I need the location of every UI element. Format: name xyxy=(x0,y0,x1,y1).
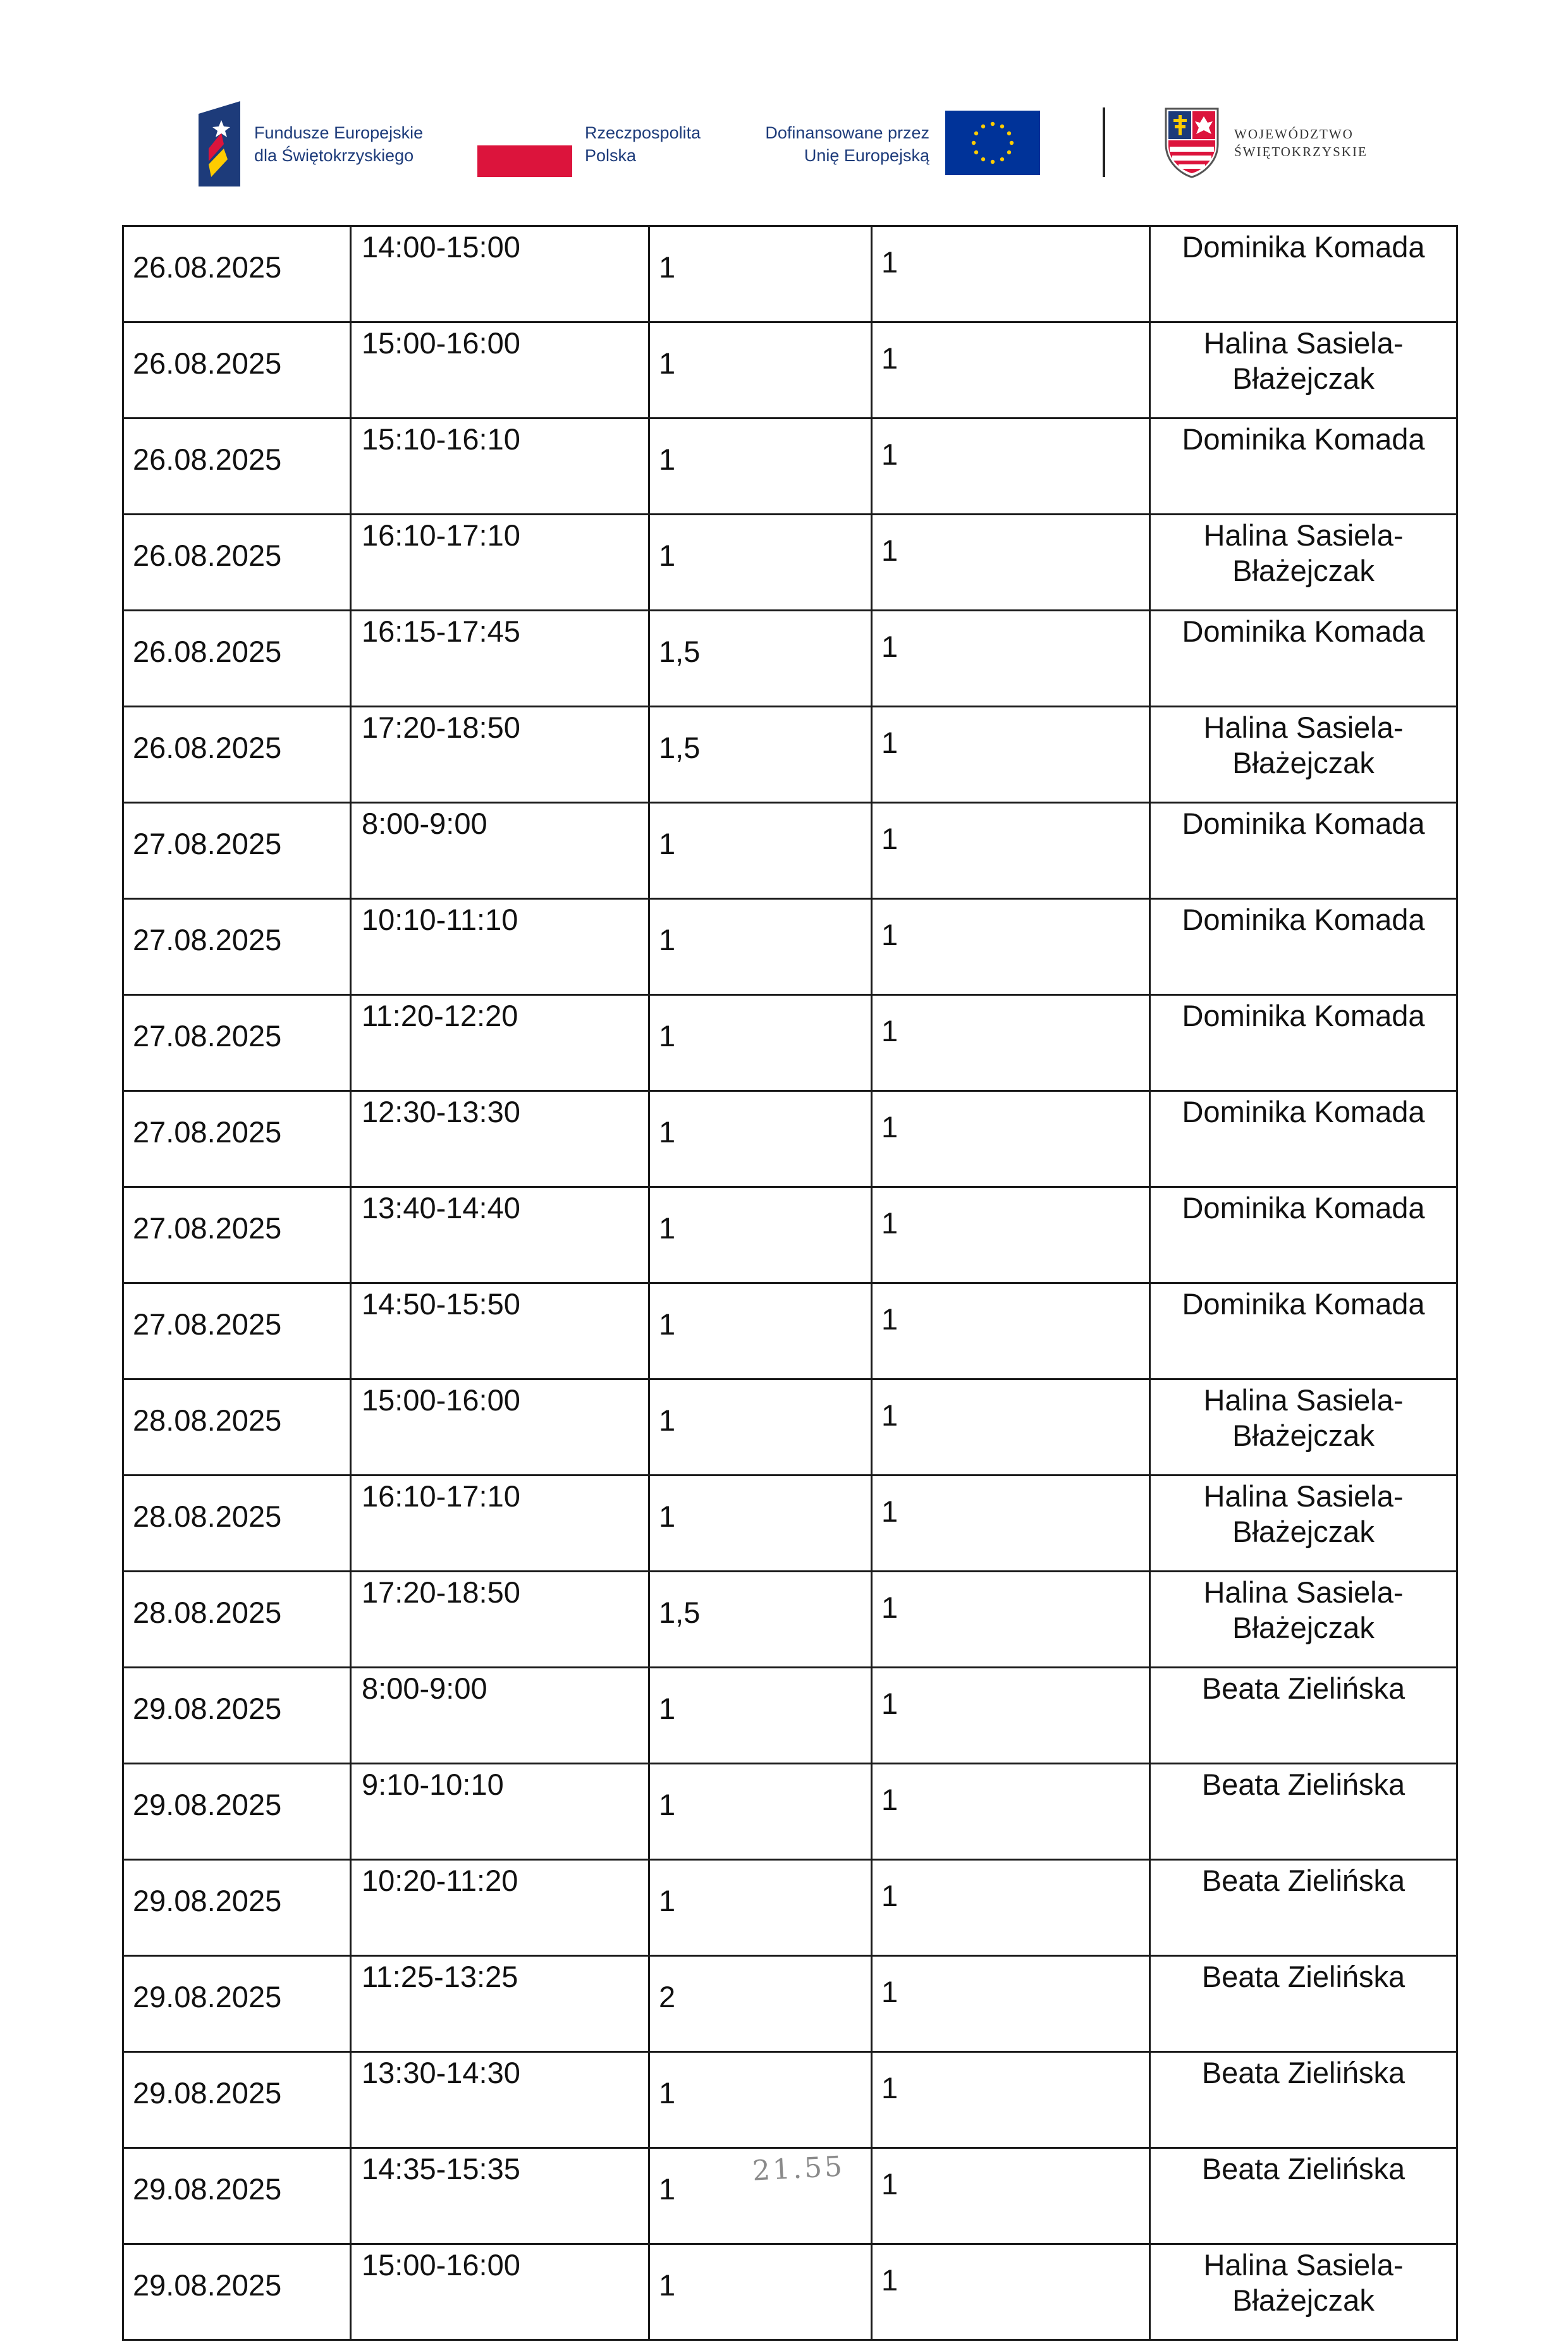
group-cell: 1 xyxy=(872,611,1150,707)
instructor-cell xyxy=(1150,1283,1457,1379)
time-cell: 14:35-15:35 xyxy=(351,2148,649,2244)
time-cell: 14:00-15:00 xyxy=(351,226,649,322)
date-cell: 29.08.2025 xyxy=(123,1764,351,1860)
date-cell: 27.08.2025 xyxy=(123,899,351,995)
group-cell: 1 xyxy=(872,419,1150,515)
instructor-name-line: Błażejczak xyxy=(1232,554,1375,587)
hours-cell: 1 xyxy=(649,515,872,611)
date-cell: 29.08.2025 xyxy=(123,2148,351,2244)
hours-cell: 1 xyxy=(649,1764,872,1860)
date-cell: 26.08.2025 xyxy=(123,322,351,419)
hours-cell: 1,5 xyxy=(649,1572,872,1668)
table-row xyxy=(123,1860,1457,1956)
instructor-name-line: Dominika Komada xyxy=(1182,999,1425,1032)
logo-text-line: Dofinansowane przez xyxy=(765,123,929,142)
time-cell: 17:20-18:50 xyxy=(351,707,649,803)
instructor-name-line: Beata Zielińska xyxy=(1201,1768,1406,1801)
group-cell: 1 xyxy=(872,2052,1150,2148)
table-row xyxy=(123,1668,1457,1764)
group-cell: 1 xyxy=(872,707,1150,803)
table-row xyxy=(123,611,1457,707)
date-cell: 29.08.2025 xyxy=(123,1668,351,1764)
hours-cell: 1 xyxy=(649,2052,872,2148)
hours-cell: 1 xyxy=(649,1283,872,1379)
hours-cell: 1 xyxy=(649,1668,872,1764)
time-cell: 15:10-16:10 xyxy=(351,419,649,515)
table-row xyxy=(123,1187,1457,1283)
date-cell: 26.08.2025 xyxy=(123,226,351,322)
instructor-cell xyxy=(1150,2052,1457,2148)
time-cell: 10:20-11:20 xyxy=(351,1860,649,1956)
date-cell: 27.08.2025 xyxy=(123,995,351,1091)
logo-text-line: Unię Europejską xyxy=(804,146,929,165)
time-cell: 13:30-14:30 xyxy=(351,2052,649,2148)
instructor-cell xyxy=(1150,995,1457,1091)
instructor-name-line: Dominika Komada xyxy=(1182,614,1425,648)
table-row xyxy=(123,899,1457,995)
date-cell: 26.08.2025 xyxy=(123,707,351,803)
handwritten-note: 21.55 xyxy=(751,2150,846,2187)
table-row xyxy=(123,1379,1457,1476)
time-cell: 16:10-17:10 xyxy=(351,515,649,611)
date-cell: 28.08.2025 xyxy=(123,1476,351,1572)
hours-cell: 1 xyxy=(649,419,872,515)
instructor-cell xyxy=(1150,1187,1457,1283)
header-divider xyxy=(1103,107,1105,177)
table-row xyxy=(123,2052,1457,2148)
instructor-name-line: Dominika Komada xyxy=(1182,422,1425,456)
group-cell: 1 xyxy=(872,1956,1150,2052)
date-cell: 29.08.2025 xyxy=(123,2052,351,2148)
table-row xyxy=(123,226,1457,322)
group-cell: 1 xyxy=(872,1668,1150,1764)
date-cell: 29.08.2025 xyxy=(123,2244,351,2340)
date-cell: 26.08.2025 xyxy=(123,611,351,707)
time-cell: 16:10-17:10 xyxy=(351,1476,649,1572)
group-cell: 1 xyxy=(872,1860,1150,1956)
time-cell: 11:20-12:20 xyxy=(351,995,649,1091)
group-cell: 1 xyxy=(872,515,1150,611)
group-cell: 1 xyxy=(872,322,1150,419)
instructor-cell xyxy=(1150,1764,1457,1860)
date-cell: 27.08.2025 xyxy=(123,1187,351,1283)
date-cell: 29.08.2025 xyxy=(123,1860,351,1956)
group-cell: 1 xyxy=(872,1476,1150,1572)
logo-text-line: dla Świętokrzyskiego xyxy=(254,146,414,165)
hours-cell: 1 xyxy=(649,899,872,995)
table-row xyxy=(123,707,1457,803)
date-cell: 26.08.2025 xyxy=(123,419,351,515)
hours-cell: 1 xyxy=(649,226,872,322)
instructor-name-line: Halina Sasiela- xyxy=(1203,518,1404,552)
table-row xyxy=(123,322,1457,419)
wojewodztwo-label xyxy=(1234,125,1368,161)
time-cell: 16:15-17:45 xyxy=(351,611,649,707)
table-row xyxy=(123,1572,1457,1668)
instructor-name-line: Beata Zielińska xyxy=(1201,2152,1406,2185)
instructor-name-line: Dominika Komada xyxy=(1182,807,1425,840)
table-row xyxy=(123,1476,1457,1572)
hours-cell: 1 xyxy=(649,1860,872,1956)
date-cell: 27.08.2025 xyxy=(123,1283,351,1379)
group-cell: 1 xyxy=(872,1187,1150,1283)
date-cell: 28.08.2025 xyxy=(123,1572,351,1668)
instructor-name-line: Błażejczak xyxy=(1232,746,1375,779)
instructor-name-line: Dominika Komada xyxy=(1182,1095,1425,1128)
table-row xyxy=(123,515,1457,611)
instructor-name-line: Halina Sasiela- xyxy=(1203,1383,1404,1417)
instructor-cell xyxy=(1150,515,1457,611)
group-cell: 1 xyxy=(872,2244,1150,2340)
logo-text-line: ŚWIĘTOKRZYSKIE xyxy=(1234,144,1368,159)
hours-cell: 1 xyxy=(649,1187,872,1283)
hours-cell: 1 xyxy=(649,322,872,419)
date-cell: 29.08.2025 xyxy=(123,1956,351,2052)
logo-text-line: Rzeczpospolita xyxy=(585,123,701,142)
time-cell: 15:00-16:00 xyxy=(351,322,649,419)
instructor-cell xyxy=(1150,1476,1457,1572)
logo-text-line: Polska xyxy=(585,146,637,165)
instructor-cell xyxy=(1150,2244,1457,2340)
table-row xyxy=(123,1283,1457,1379)
instructor-cell xyxy=(1150,707,1457,803)
instructor-name-line: Błażejczak xyxy=(1232,362,1375,395)
time-cell: 17:20-18:50 xyxy=(351,1572,649,1668)
eu-cofinanced-label xyxy=(746,121,929,167)
hours-cell: 1 xyxy=(649,2244,872,2340)
instructor-cell xyxy=(1150,1572,1457,1668)
time-cell: 10:10-11:10 xyxy=(351,899,649,995)
eu-flag-icon xyxy=(945,111,1040,175)
group-cell: 1 xyxy=(872,2148,1150,2244)
table-row xyxy=(123,2244,1457,2340)
fundusze-europejskie-logo-icon xyxy=(196,101,247,186)
instructor-cell xyxy=(1150,803,1457,899)
group-cell: 1 xyxy=(872,1379,1150,1476)
instructor-name-line: Błażejczak xyxy=(1232,1419,1375,1452)
group-cell: 1 xyxy=(872,1572,1150,1668)
group-cell: 1 xyxy=(872,995,1150,1091)
logo-text-line: Fundusze Europejskie xyxy=(254,123,424,142)
time-cell: 11:25-13:25 xyxy=(351,1956,649,2052)
instructor-cell xyxy=(1150,611,1457,707)
time-cell: 13:40-14:40 xyxy=(351,1187,649,1283)
hours-cell: 1 xyxy=(649,803,872,899)
instructor-name-line: Halina Sasiela- xyxy=(1203,2248,1404,2282)
time-cell: 14:50-15:50 xyxy=(351,1283,649,1379)
group-cell: 1 xyxy=(872,226,1150,322)
schedule-table xyxy=(122,225,1458,2341)
polish-flag-icon xyxy=(477,114,572,177)
hours-cell: 1,5 xyxy=(649,611,872,707)
instructor-cell xyxy=(1150,1956,1457,2052)
instructor-name-line: Beata Zielińska xyxy=(1201,2056,1406,2089)
instructor-name-line: Halina Sasiela- xyxy=(1203,711,1404,744)
date-cell: 27.08.2025 xyxy=(123,1091,351,1187)
hours-cell: 1 xyxy=(649,995,872,1091)
group-cell: 1 xyxy=(872,1283,1150,1379)
instructor-name-line: Błażejczak xyxy=(1232,2283,1375,2317)
instructor-name-line: Beata Zielińska xyxy=(1201,1960,1406,1993)
time-cell: 8:00-9:00 xyxy=(351,803,649,899)
table-row xyxy=(123,1956,1457,2052)
logo-strip xyxy=(0,0,1568,202)
time-cell: 15:00-16:00 xyxy=(351,2244,649,2340)
instructor-name-line: Dominika Komada xyxy=(1182,903,1425,936)
instructor-cell xyxy=(1150,2148,1457,2244)
instructor-name-line: Halina Sasiela- xyxy=(1203,326,1404,360)
instructor-name-line: Beata Zielińska xyxy=(1201,1864,1406,1897)
group-cell: 1 xyxy=(872,1764,1150,1860)
schedule-table-body xyxy=(123,226,1457,2340)
hours-cell: 1 xyxy=(649,2148,872,2244)
instructor-cell xyxy=(1150,1091,1457,1187)
instructor-name-line: Błażejczak xyxy=(1232,1611,1375,1644)
instructor-name-line: Dominika Komada xyxy=(1182,230,1425,264)
rzeczpospolita-label xyxy=(585,121,701,167)
hours-cell: 1 xyxy=(649,1091,872,1187)
table-row xyxy=(123,419,1457,515)
time-cell: 15:00-16:00 xyxy=(351,1379,649,1476)
fundusze-europejskie-label xyxy=(254,121,423,167)
instructor-name-line: Beata Zielińska xyxy=(1201,1672,1406,1705)
hours-cell: 1 xyxy=(649,1476,872,1572)
instructor-cell xyxy=(1150,322,1457,419)
instructor-cell xyxy=(1150,899,1457,995)
hours-cell: 1,5 xyxy=(649,707,872,803)
instructor-cell xyxy=(1150,1668,1457,1764)
table-row xyxy=(123,803,1457,899)
instructor-cell xyxy=(1150,1860,1457,1956)
time-cell: 8:00-9:00 xyxy=(351,1668,649,1764)
table-row xyxy=(123,1091,1457,1187)
group-cell: 1 xyxy=(872,899,1150,995)
instructor-name-line: Halina Sasiela- xyxy=(1203,1479,1404,1513)
instructor-cell xyxy=(1150,1379,1457,1476)
instructor-cell xyxy=(1150,226,1457,322)
date-cell: 27.08.2025 xyxy=(123,803,351,899)
hours-cell: 1 xyxy=(649,1379,872,1476)
date-cell: 28.08.2025 xyxy=(123,1379,351,1476)
table-row xyxy=(123,1764,1457,1860)
group-cell: 1 xyxy=(872,803,1150,899)
instructor-cell xyxy=(1150,419,1457,515)
coat-of-arms-icon xyxy=(1163,106,1220,179)
instructor-name-line: Błażejczak xyxy=(1232,1515,1375,1548)
time-cell: 12:30-13:30 xyxy=(351,1091,649,1187)
instructor-name-line: Dominika Komada xyxy=(1182,1287,1425,1321)
instructor-name-line: Dominika Komada xyxy=(1182,1191,1425,1225)
group-cell: 1 xyxy=(872,1091,1150,1187)
time-cell: 9:10-10:10 xyxy=(351,1764,649,1860)
table-row xyxy=(123,995,1457,1091)
hours-cell: 2 xyxy=(649,1956,872,2052)
logo-text-line: WOJEWÓDZTWO xyxy=(1234,126,1354,142)
date-cell: 26.08.2025 xyxy=(123,515,351,611)
instructor-name-line: Halina Sasiela- xyxy=(1203,1575,1404,1609)
